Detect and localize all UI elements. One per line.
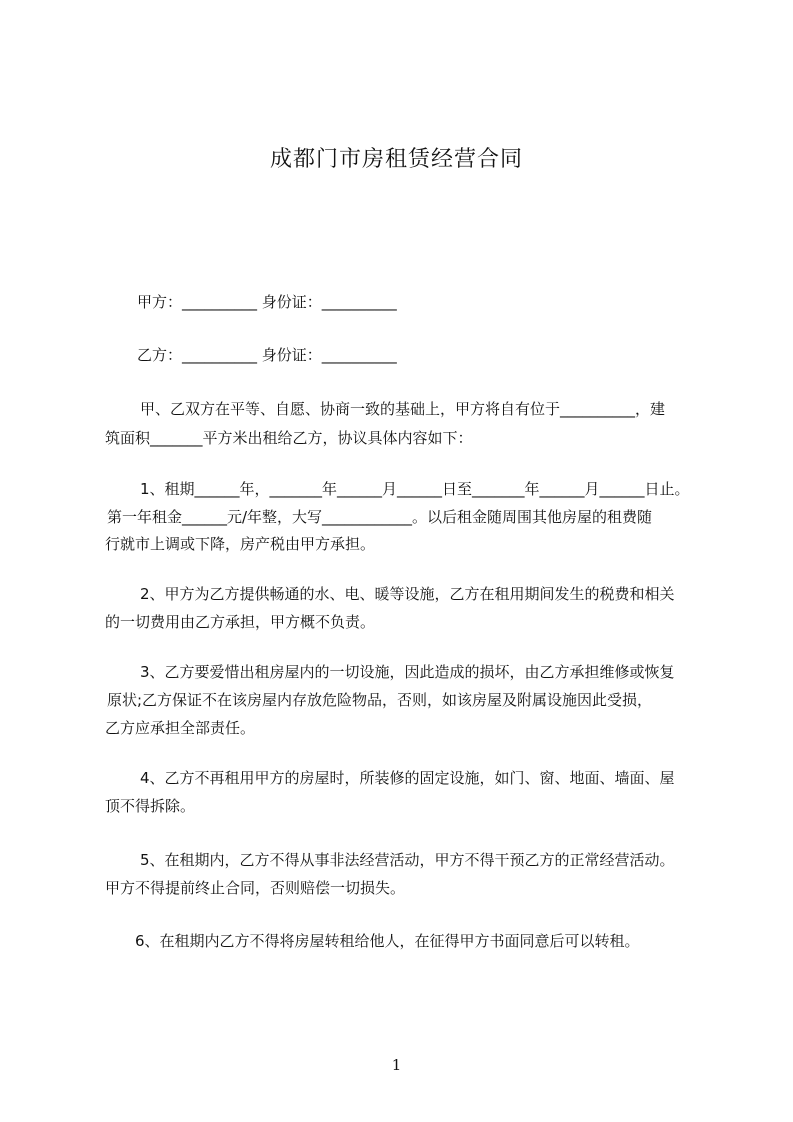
clause-6-line: 6、在租期内乙方不得将房屋转租给他人，在征得甲方书面同意后可以转租。 — [135, 932, 640, 950]
clause-5-line: 5、在租期内，乙方不得从事非法经营活动，甲方不得干预乙方的正常经营活动。 — [140, 851, 675, 869]
clause-1-line: 第一年租金______元/年整，大写____________。以后租金随周围其他房屋的租费随 — [107, 508, 653, 526]
party-a-line: 甲方：__________ 身份证：__________ — [137, 293, 397, 311]
page-number: 1 — [391, 1056, 402, 1074]
clause-2-line: 2、甲方为乙方提供畅通的水、电、暖等设施，乙方在租用期间发生的税费和相关 — [140, 585, 675, 603]
clause-1-line: 行就市上调或下降，房产税由甲方承担。 — [105, 535, 376, 553]
party-b-line: 乙方：__________ 身份证：__________ — [137, 346, 397, 364]
clause-4-line: 顶不得拆除。 — [105, 797, 196, 815]
clause-2-line: 的一切费用由乙方承担，甲方概不负责。 — [105, 613, 376, 631]
document-title: 成都门市房租赁经营合同 — [269, 147, 523, 172]
clause-3-line: 原状;乙方保证不在该房屋内存放危险物品，否则，如该房屋及附属设施因此受损， — [107, 691, 653, 709]
clause-4-line: 4、乙方不再租用甲方的房屋时，所装修的固定设施，如门、窗、地面、墙面、屋 — [140, 769, 675, 787]
intro-line: 甲、乙双方在平等、自愿、协商一致的基础上，甲方将自有位于__________，建 — [140, 400, 666, 418]
clause-3-line: 3、乙方要爱惜出租房屋内的一切设施，因此造成的损坏，由乙方承担维修或恢复 — [140, 663, 675, 681]
clause-5-line: 甲方不得提前终止合同，否则赔偿一切损失。 — [105, 879, 406, 897]
clause-3-line: 乙方应承担全部责任。 — [105, 719, 256, 737]
intro-line: 筑面积_______平方米出租给乙方，协议具体内容如下： — [105, 429, 473, 447]
clause-1-line: 1、租期______年，_______年______月______日至_______年______月______日止。 — [140, 480, 690, 498]
